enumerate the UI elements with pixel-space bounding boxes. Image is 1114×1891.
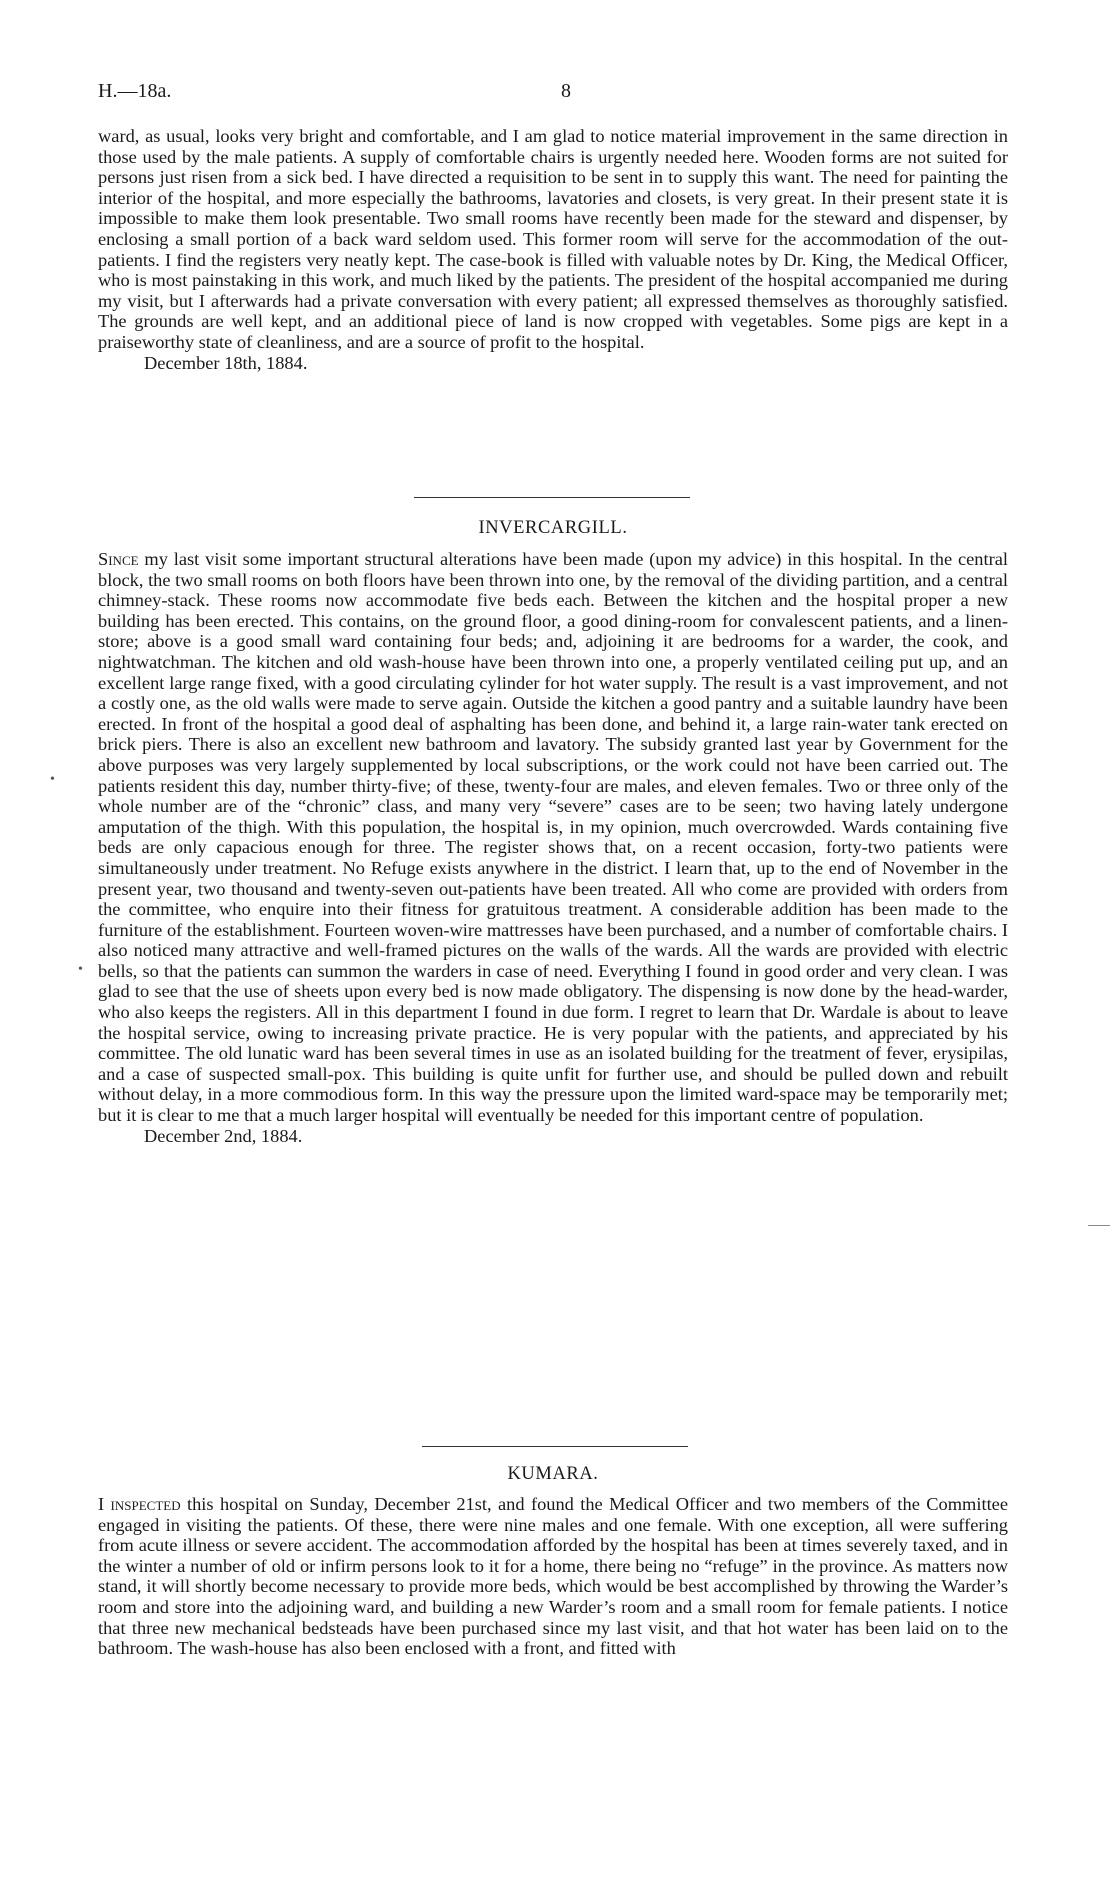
paragraph-text: this hospital on Sunday, December 21st, and found the Medical Officer and two members of the Committee engaged in visiting the patients. Of these, there were nine males and one female. With one exception, all were suffering from acute illness or severe accident. The accommodation afforded by the hospital has been at times severely taxed, and in the winter a number of old or infirm persons look to it for a home, there being no “refuge” in the province. As matters now stand, it will shortly become necessary to provide more beds, which would be best accomplished by throwing the Warder’s room and store into the adjoining ward, and building a new Warder’s room and a small room for female patients. I notice that three new mechanical bedsteads have been purchased since my last visit, and that hot water has been laid on to the bathroom. The wash-house has also been enclosed with a front, and fitted with [98, 1494, 1008, 1659]
margin-mark [1088, 1225, 1110, 1226]
section-heading-invercargill: INVERCARGILL. [478, 518, 628, 538]
page-number: 8 [561, 80, 571, 102]
paragraph-kumara [98, 1494, 1008, 1659]
paragraph-text: my last visit some important structural alterations have been made (upon my advice) in this hospital. In the central block, the two small rooms on both floors have been thrown into one, by the removal of the dividing partition, and a central chimney-stack. These rooms now accommodate five beds each. Between the kitchen and the hospital proper a new building has been erected. This contains, on the ground floor, a good dining-room for convalescent patients, and a linen-store; above is a good small ward containing four beds; and, adjoining it are bedrooms for a warder, the cook, and nightwatchman. The kitchen and old wash-house have been thrown into one, a properly ventilated ceiling put up, and an excellent large range fixed, with a good circulating cylinder for hot water supply. The result is a vast improvement, and not a costly one, as the old walls were made to serve again. Outside the kitchen a good pantry and a suitable laundry have been erected. In front of the hospital a good deal of asphalting has been done, and behind it, a large rain-water tank erected on brick piers. There is also an excellent new bathroom and lavatory. The subsidy granted last year by Government for the above purposes was very largely supplemented by local subscriptions, or the work could not have been carried out. The patients resident this day, number thirty-five; of these, twenty-four are males, and eleven females. Two or three only of the whole number are of the “chronic” class, and many very “severe” cases are to be seen; two having lately undergone amputation of the thigh. With this population, the hospital is, in my opinion, much overcrowded. Wards containing five beds are only capacious enough for three. The register shows that, on a recent occasion, forty-two patients were simultaneously under treatment. No Refuge exists anywhere in the district. I learn that, up to the end of November in the present year, two thousand and twenty-seven out-patients have been treated. All who come are provided with orders from the committee, who enquire into their fitness for gratuitous treatment. A considerable addition has been made to the furniture of the establishment. Fourteen woven-wire mattresses have been purchased, and a number of comfortable chairs. I also noticed many attractive and well-framed pictures on the walls of the wards. All the wards are provided with electric bells, so that the patients can summon the warders in case of need. Everything I found in good order and very clean. I was glad to see that the use of sheets upon every bed is now made obligatory. The dispensing is now done by the head-warder, who also keeps the registers. All in this department I found in due form. I regret to learn that Dr. Wardale is about to leave the hospital service, owing to increasing private practice. He is very popular with the patients, and appreciated by his committee. The old lunatic ward has been several times in use as an isolated building for the treatment of fever, erysipilas, and a case of suspected small-pox. This building is quite unfit for further use, and should be pulled down and rebuilt without delay, in a more commodious form. In this way the pressure upon the limited ward-space may be temporarily met; but it is clear to me that a much larger hospital will eventually be needed for this important centre of population. [98, 549, 1008, 1126]
section-divider [414, 497, 690, 498]
section-invercargill [98, 549, 1008, 1146]
document-reference: H.—18a. [98, 80, 172, 102]
date-line: December 2nd, 1884. [144, 1125, 303, 1146]
margin-mark: • [50, 772, 55, 787]
date-line: December 18th, 1884. [144, 352, 308, 373]
section-heading-kumara: KUMARA. [507, 1464, 599, 1484]
lead-word: I inspected [98, 1494, 181, 1514]
section-divider [422, 1446, 688, 1447]
margin-mark: • [78, 962, 83, 977]
lead-word: Since [98, 549, 139, 569]
paragraph-continued: ward, as usual, looks very bright and comfortable, and I am glad to notice material improvement in the same direction in those used by the male patients. A supply of comfortable chairs is urgently needed here. Wooden forms are not suited for persons just risen from a sick bed. I have directed a requisition to be sent in to supply this want. The need for painting the interior of the hospital, and more especially the bathrooms, lavatories and closets, is very great. In their present state it is impossible to make them look presentable. Two small rooms have recently been made for the steward and dispenser, by enclosing a small portion of a back ward seldom used. This former room will serve for the accommodation of the out-patients. I find the registers very neatly kept. The case-book is filled with valuable notes by Dr. King, the Medical Officer, who is most painstaking in this work, and much liked by the patients. The president of the hospital accompanied me during my visit, but I afterwards had a private conversation with every patient; all expressed themselves as thoroughly satisfied. The grounds are well kept, and an additional piece of land is now cropped with vegetables. Some pigs are kept in a praiseworthy state of cleanliness, and are a source of profit to the hospital. [98, 126, 1008, 352]
section-continued [98, 126, 1008, 373]
page-header [98, 80, 1008, 110]
section-kumara [98, 1494, 1008, 1659]
paragraph-invercargill [98, 549, 1008, 1126]
